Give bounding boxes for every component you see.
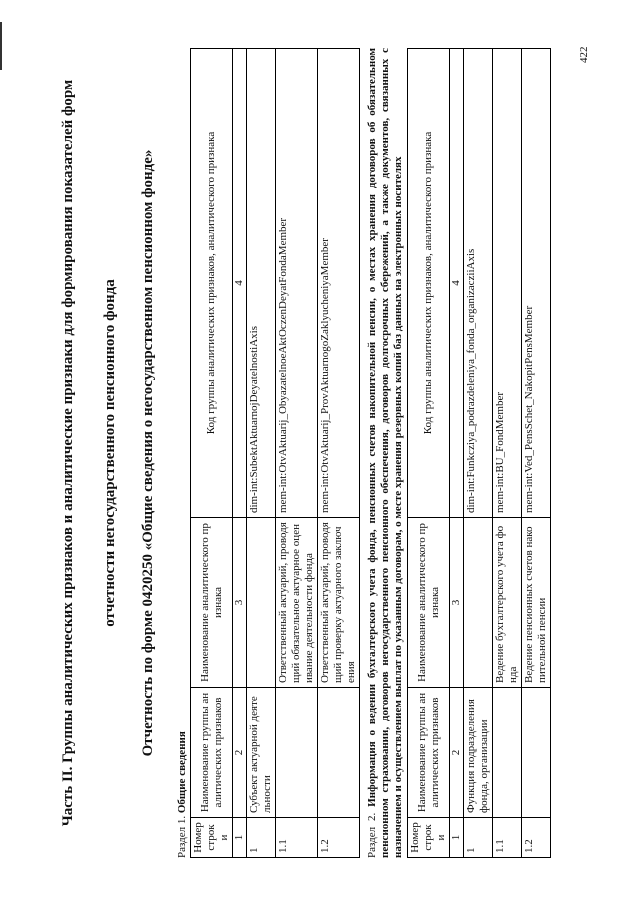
table-row — [493, 49, 522, 858]
group-name — [318, 688, 360, 818]
table-row — [276, 49, 318, 858]
header-feature-name: Наименование аналитического признака — [408, 518, 450, 688]
section2-title — [366, 48, 405, 858]
row-number: 1 — [247, 818, 276, 858]
table-row — [464, 49, 493, 858]
row-number: 1.2 — [318, 818, 360, 858]
col-number: 1 — [233, 818, 247, 858]
table-row — [522, 49, 551, 858]
table-row — [247, 49, 276, 858]
header-group-name: Наименование группы аналитических признаков — [191, 688, 233, 818]
header-row-number: Номер строки — [191, 818, 233, 858]
column-number-row — [450, 49, 464, 858]
header-row-number: Номер строки — [408, 818, 450, 858]
feature-name: Ведение бухгалтерского учета фонда — [493, 518, 522, 688]
code: dim-int:SubektAktuarnojDeyatelnostiAxis — [247, 49, 276, 518]
row-number: 1.1 — [276, 818, 318, 858]
feature-name: Ответственный актуарий, проводящий проверку актуарного заключения — [318, 518, 360, 688]
code: mem-int:Ved_PensSchet_NakopitPensMember — [522, 49, 551, 518]
col-number: 2 — [450, 688, 464, 818]
document-heading-line1: Часть II. Группы аналитических признаков и аналитические признаки для формирования показателей форм — [60, 79, 76, 827]
col-number: 2 — [233, 688, 247, 818]
section1-table — [190, 48, 360, 858]
header-group-name: Наименование группы аналитических признаков — [408, 688, 450, 818]
feature-name: Ведение пенсионных счетов накопительной пенсии — [522, 518, 551, 688]
document-heading-line2: отчетности негосударственного пенсионного фонда — [102, 279, 118, 627]
feature-name: Ответственный актуарий, проводящий обязательное актуарное оценивание деятельности фонда — [276, 518, 318, 688]
section1-title — [176, 48, 188, 858]
feature-name — [247, 518, 276, 688]
row-number: 1.1 — [493, 818, 522, 858]
column-number-row — [233, 49, 247, 858]
feature-name — [464, 518, 493, 688]
code: mem-int:OtvAktuarij_ObyazatelnoeAktOczenDeyatFondaMember — [276, 49, 318, 518]
header-code: Код группы аналитических признаков, аналитического признака — [408, 49, 450, 518]
rotated-document — [58, 48, 598, 858]
code: mem-int:OtvAktuarij_ProvAktuarnogoZaklyucheniyaMember — [318, 49, 360, 518]
col-number: 4 — [450, 49, 464, 518]
group-name: Функция подразделения фонда, организации — [464, 688, 493, 818]
col-number: 3 — [450, 518, 464, 688]
section1-prefix: Раздел 1. — [176, 813, 188, 858]
code: dim-int:Funkcziya_podrazdeleniya_fonda_organizacziiAxis — [464, 49, 493, 518]
table-header-row — [408, 49, 450, 858]
section2-table — [407, 48, 551, 858]
page-number: 422 — [578, 46, 590, 63]
header-code: Код группы аналитических признаков, аналитического признака — [191, 49, 233, 518]
header-feature-name: Наименование аналитического признака — [191, 518, 233, 688]
group-name — [276, 688, 318, 818]
group-name — [493, 688, 522, 818]
col-number: 3 — [233, 518, 247, 688]
form-title: Отчетность по форме 0420250 «Общие сведения о негосударственном пенсионном фонде» — [140, 149, 156, 757]
section1-name: Общие сведения — [176, 731, 188, 814]
group-name — [522, 688, 551, 818]
page-edge-mark — [0, 22, 2, 70]
row-number: 1 — [464, 818, 493, 858]
group-name: Субъект актуарной деятельности — [247, 688, 276, 818]
code: mem-int:BU_FondMember — [493, 49, 522, 518]
row-number: 1.2 — [522, 818, 551, 858]
section2-prefix: Раздел 2. — [366, 806, 378, 858]
col-number: 1 — [450, 818, 464, 858]
table-header-row — [191, 49, 233, 858]
table-row — [318, 49, 360, 858]
col-number: 4 — [233, 49, 247, 518]
section2-name: Информация о ведении бухгалтерского учета фонда, пенсионных счетов накопительной пенсии, о местах хранения договоров об обязательном пенсионном страховании, договоров негосударственного пенсионного обеспечения, договоров долгосрочных сбережений, а также документов, связанных с назначением и осуществлением выплат по указанным договорам, о месте хранения резервных копий баз данных на электронных носителях — [366, 48, 404, 858]
